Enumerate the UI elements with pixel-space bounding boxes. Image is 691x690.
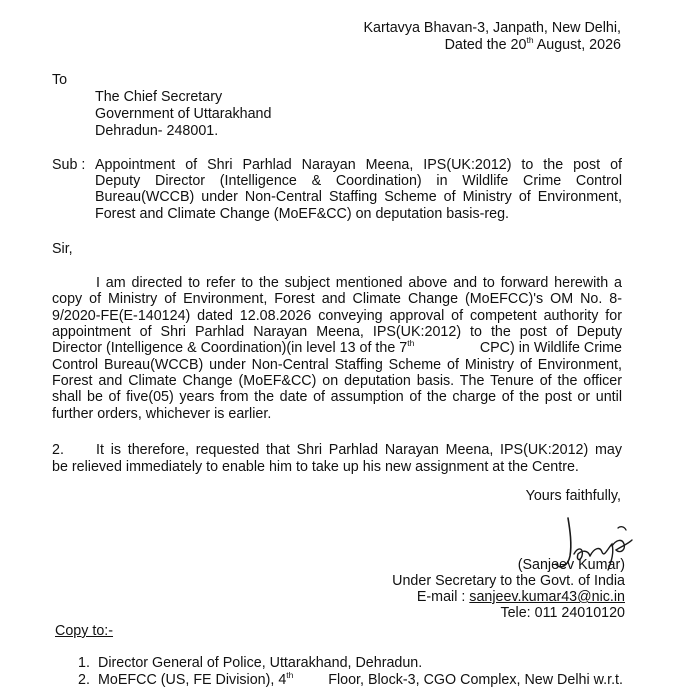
para1-line-3: 9/2020-FE(E-140124) dated 12.08.2026 conveying approval of competent authority for <box>52 308 622 324</box>
para2-line-1: It is therefore, requested that Shri Parhlad Narayan Meena, IPS(UK:2012) may <box>96 442 622 458</box>
para2-line-2: be relieved immediately to enable him to take up his new assignment at the Centre. <box>52 459 579 475</box>
copy-to-item-2: 2. MoEFCC (US, FE Division), 4th Floor, Block-3, CGO Complex, New Delhi w.r.t. <box>78 670 623 688</box>
signatory-telephone: Tele: 011 24010120 <box>500 605 625 621</box>
subject-label: Sub : <box>52 157 86 173</box>
subject-line-4: Forest and Climate Change (MoEF&CC) on deputation basis-reg. <box>95 206 510 222</box>
subject-line-2: Deputy Director (Intelligence & Coordination) in Wildlife Crime Control <box>95 173 622 189</box>
para1-line-2: copy of Ministry of Environment, Forest and Climate Change (MoEFCC)'s OM No. 8- <box>52 291 622 307</box>
sender-address: Kartavya Bhavan-3, Janpath, New Delhi, <box>363 20 621 36</box>
letter-date: Dated the 20th August, 2026 <box>444 35 621 53</box>
para1-line-8: shall be of five(05) years from the date of assumption of the charge of the post or until <box>52 389 622 405</box>
email-link[interactable]: sanjeev.kumar43@nic.in <box>469 589 625 605</box>
recipient-line-2: Government of Uttarakhand <box>95 106 272 122</box>
para1-line-7: Forest and Climate Change (MoEF&CC) on deputation basis. The Tenure of the officer <box>52 373 622 389</box>
recipient-line-3: Dehradun- 248001. <box>95 123 219 139</box>
para1-line-4: appointment of Shri Parhlad Narayan Meena, IPS(UK:2012) to the post of Deputy <box>52 324 622 340</box>
salutation: Sir, <box>52 241 73 257</box>
signatory-name: (Sanjeev Kumar) <box>517 557 625 573</box>
signatory-designation: Under Secretary to the Govt. of India <box>392 573 625 589</box>
para1-line-5: Director (Intelligence & Coordination)(in level 13 of the 7th CPC) in Wildlife Crime <box>52 338 622 356</box>
closing: Yours faithfully, <box>525 488 621 504</box>
subject-line-1: Appointment of Shri Parhlad Narayan Meena, IPS(UK:2012) to the post of <box>95 157 622 173</box>
copy-to-label: Copy to:- <box>55 623 114 639</box>
para1-line-1: I am directed to refer to the subject mentioned above and to forward herewith a <box>96 275 622 291</box>
para1-line-9: further orders, whichever is earlier. <box>52 406 272 422</box>
to-label: To <box>52 72 68 88</box>
para2-number: 2. <box>52 442 64 458</box>
subject-line-3: Bureau(WCCB) under Non-Central Staffing Scheme of Ministry of Environment, <box>95 189 622 205</box>
signatory-email: E-mail : sanjeev.kumar43@nic.in <box>416 589 625 605</box>
para1-line-6: Control Bureau(WCCB) under Non-Central Staffing Scheme of Ministry of Environment, <box>52 357 622 373</box>
copy-to-item-1: 1. Director General of Police, Uttarakhand, Dehradun. <box>78 655 423 671</box>
recipient-line-1: The Chief Secretary <box>95 89 223 105</box>
